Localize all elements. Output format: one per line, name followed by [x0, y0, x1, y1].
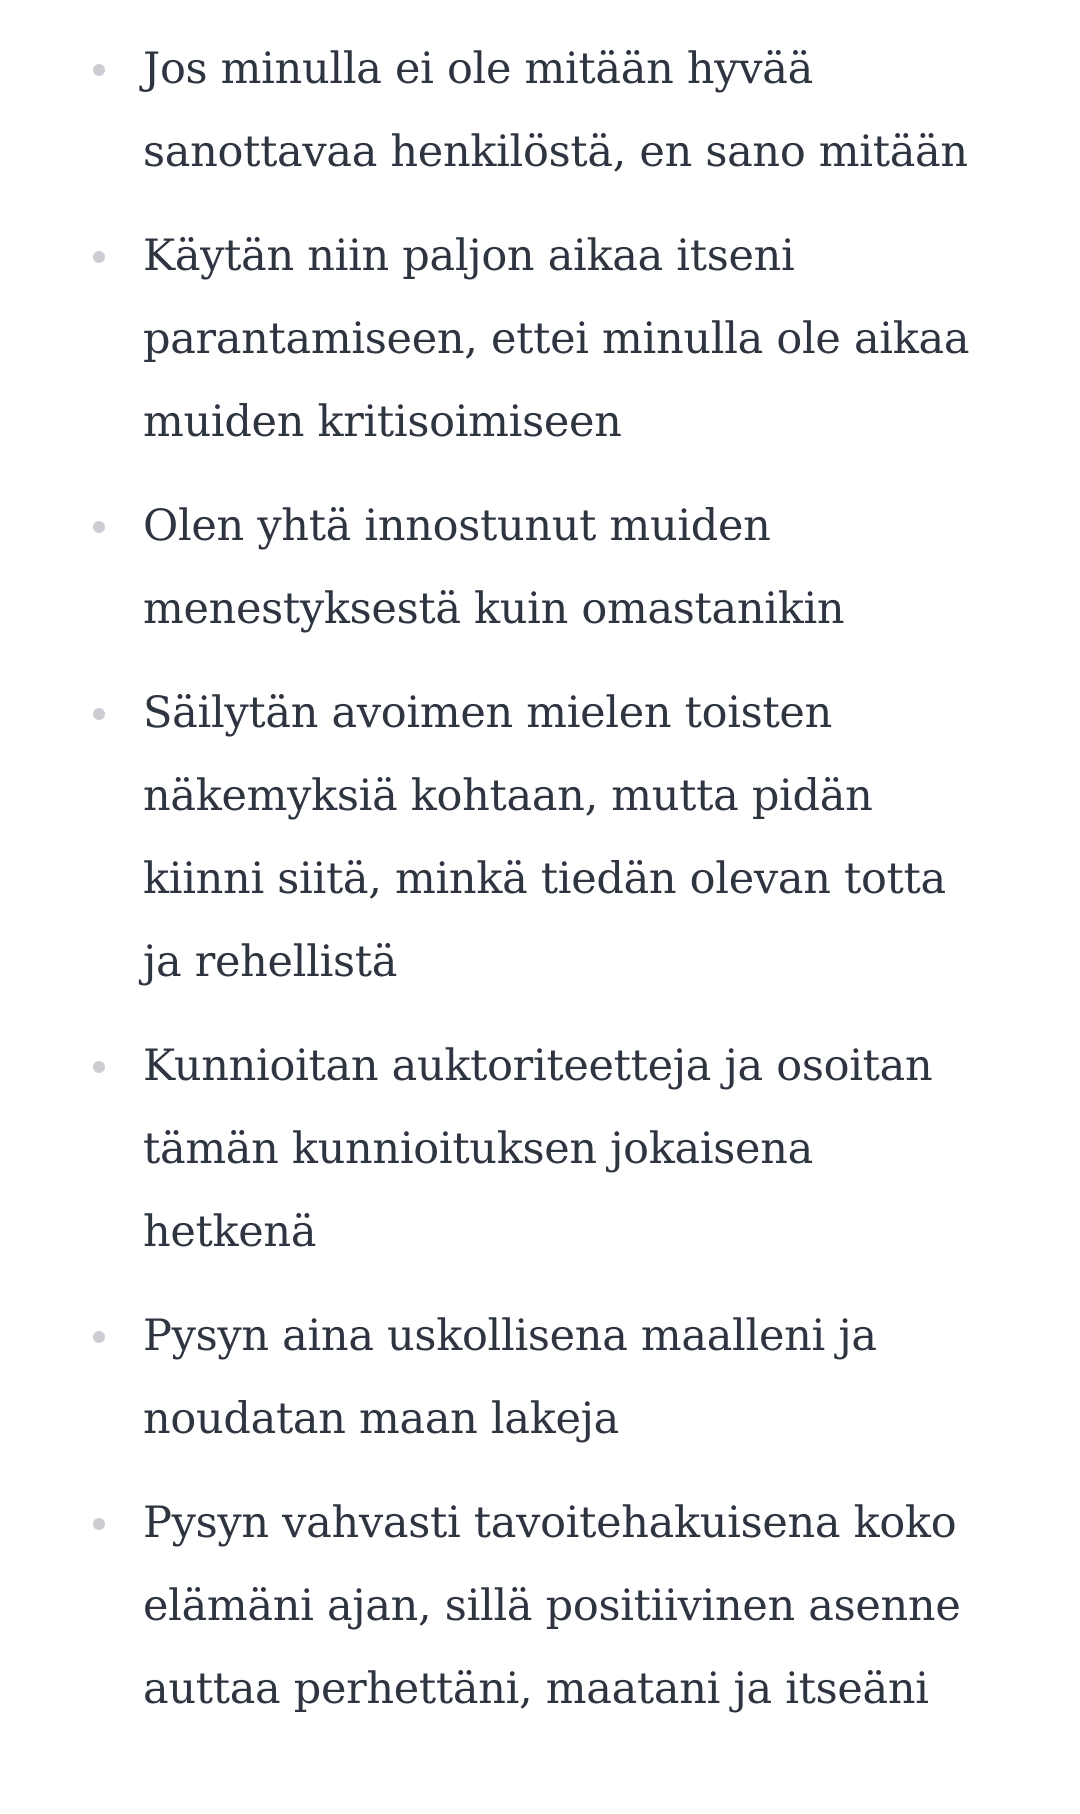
text-line: Pysyn vahvasti tavoitehakuisena koko	[143, 1498, 957, 1548]
text-line: Pysyn aina uskollisena maalleni ja	[143, 1311, 877, 1361]
text-line: noudatan maan lakeja	[143, 1394, 619, 1444]
bullet-icon	[93, 1518, 105, 1530]
list-item-text	[143, 1025, 1020, 1274]
list-item-text	[143, 215, 1020, 464]
text-line: ja rehellistä	[143, 937, 398, 987]
bullet-list	[143, 28, 1020, 1731]
text-line: elämäni ajan, sillä positiivinen asenne	[143, 1581, 961, 1631]
list-item	[143, 1295, 1020, 1461]
text-line: Käytän niin paljon aikaa itseni	[143, 231, 795, 281]
text-line: Jos minulla ei ole mitään hyvää	[143, 44, 813, 94]
text-line: Olen yhtä innostunut muiden	[143, 501, 771, 551]
list-item	[143, 1025, 1020, 1274]
list-item	[143, 215, 1020, 464]
bullet-icon	[93, 521, 105, 533]
text-line: tämän kunnioituksen jokaisena	[143, 1124, 813, 1174]
bullet-icon	[93, 1331, 105, 1343]
bullet-icon	[93, 708, 105, 720]
list-item	[143, 485, 1020, 651]
text-line: sanottavaa henkilöstä, en sano mitään	[143, 127, 968, 177]
bullet-icon	[93, 64, 105, 76]
list-item-text	[143, 1295, 1020, 1461]
text-line: hetkenä	[143, 1207, 317, 1257]
text-line: muiden kritisoimiseen	[143, 397, 622, 447]
list-item	[143, 1482, 1020, 1731]
list-item-text	[143, 1482, 1020, 1731]
list-item	[143, 28, 1020, 194]
list-item-text	[143, 672, 1020, 1004]
bullet-icon	[93, 251, 105, 263]
bullet-icon	[93, 1061, 105, 1073]
list-item-text	[143, 485, 1020, 651]
text-line: näkemyksiä kohtaan, mutta pidän	[143, 771, 873, 821]
text-line: Kunnioitan auktoriteetteja ja osoitan	[143, 1041, 933, 1091]
list-item	[143, 672, 1020, 1004]
list-item-text	[143, 28, 1020, 194]
text-line: Säilytän avoimen mielen toisten	[143, 688, 832, 738]
text-line: menestyksestä kuin omastanikin	[143, 584, 845, 634]
text-line: parantamiseen, ettei minulla ole aikaa	[143, 314, 970, 364]
text-line: kiinni siitä, minkä tiedän olevan totta	[143, 854, 946, 904]
text-line: auttaa perhettäni, maatani ja itseäni	[143, 1664, 929, 1714]
